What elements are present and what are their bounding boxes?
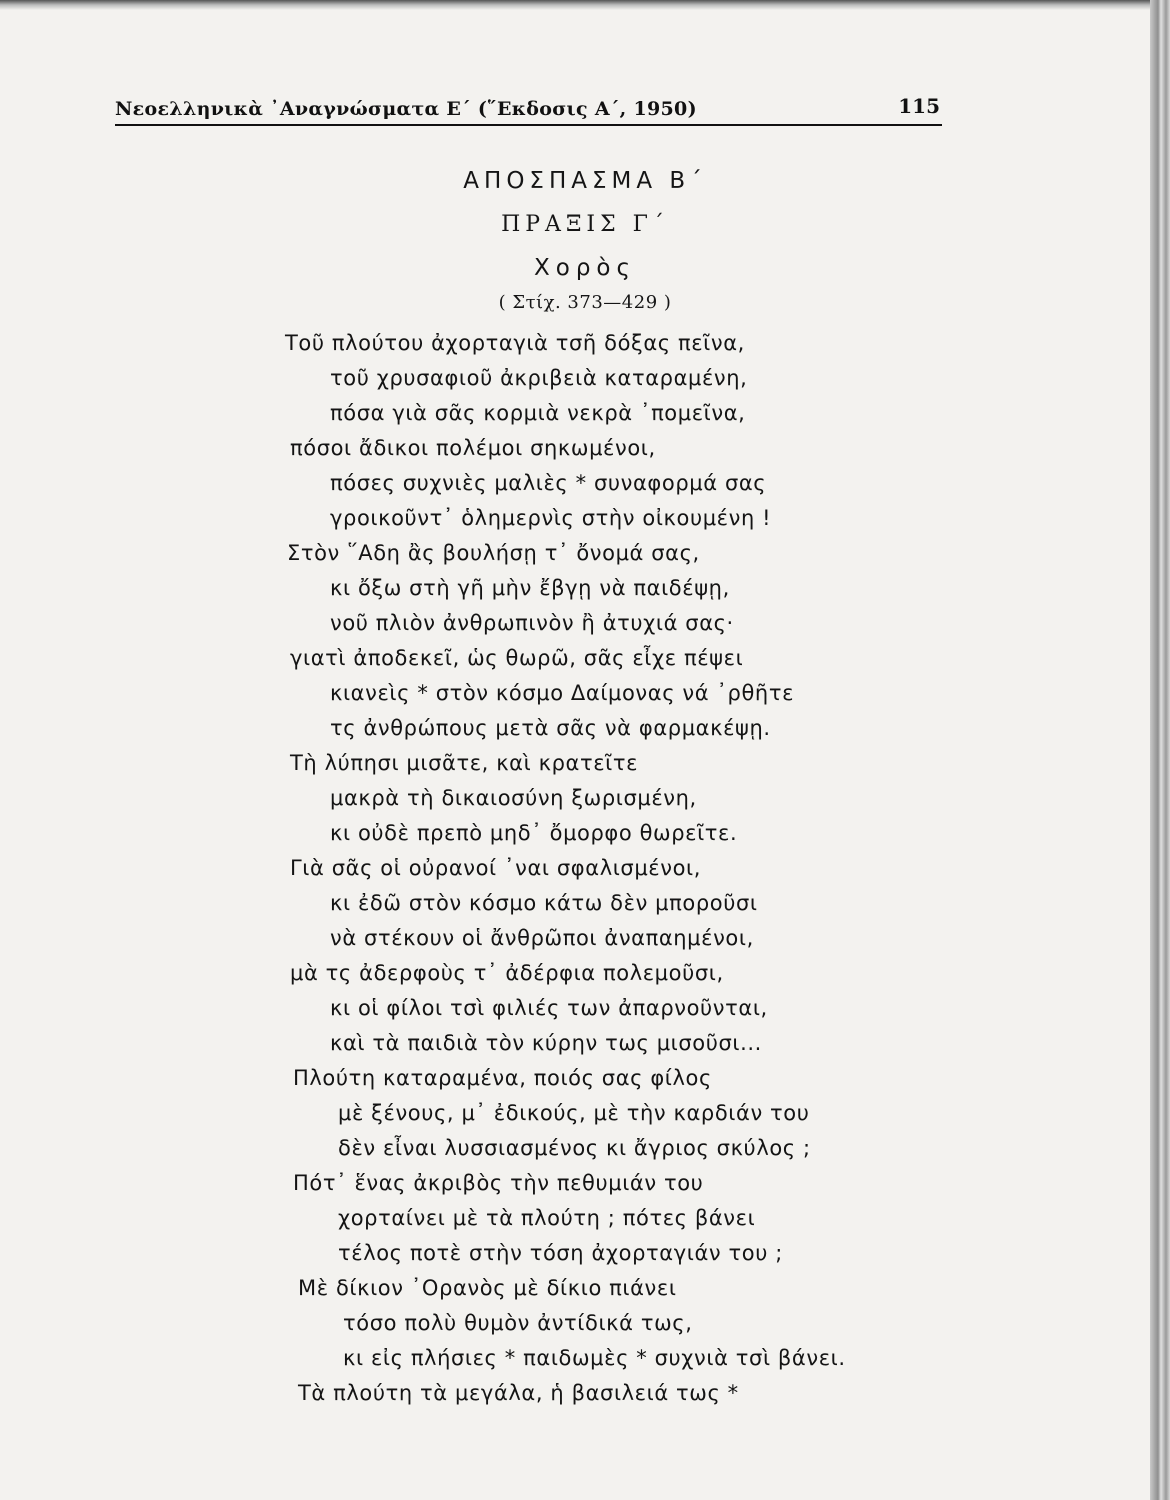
poem-line: Μὲ δίκιον ᾽Ορανὸς μὲ δίκιο πιάνει <box>298 1276 677 1300</box>
poem-line: χορταίνει μὲ τὰ πλούτη ; πότες βάνει <box>338 1206 756 1230</box>
poem-line: κι οἱ φίλοι τσὶ φιλιές των ἀπαρνοῦνται, <box>330 996 768 1020</box>
poem-line: κι ἐδῶ στὸν κόσμο κάτω δὲν μποροῦσι <box>330 891 758 915</box>
poem-line: Γιὰ σᾶς οἱ οὐρανοί ᾽ναι σφαλισμένοι, <box>290 856 702 880</box>
poem-line: Τοῦ πλούτου ἀχορταγιὰ τσῆ δόξας πεῖνα, <box>285 331 745 355</box>
poem-line: μὰ τς ἀδερφοὺς τ᾽ ἀδέρφια πολεμοῦσι, <box>290 961 724 985</box>
poem-line: Πλούτη καταραμένα, ποιός σας φίλος <box>293 1066 712 1090</box>
poem-line: πόσα γιὰ σᾶς κορμιὰ νεκρὰ ᾽πομεῖνα, <box>330 401 746 425</box>
poem-line: μακρὰ τὴ δικαιοσύνη ξωρισμένη, <box>330 786 697 810</box>
chorus-heading: Χορὸς <box>534 255 636 281</box>
poem-line: τέλος ποτὲ στὴν τόση ἀχορταγιάν του ; <box>338 1241 783 1265</box>
poem-line: τόσο πολὺ θυμὸν ἀντίδικά τως, <box>343 1311 693 1335</box>
poem-line: κι ὄξω στὴ γῆ μὴν ἔβγῃ νὰ παιδέψῃ, <box>330 576 730 600</box>
poem-line: νοῦ πλιὸν ἀνθρωπινὸν ἢ ἀτυχιά σας· <box>330 611 734 635</box>
poem-line: Πότ᾽ ἕνας ἀκριβὸς τὴν πεθυμιάν του <box>293 1171 704 1195</box>
poem-line: τς ἀνθρώπους μετὰ σᾶς νὰ φαρμακέψῃ. <box>330 716 771 740</box>
poem-line: μὲ ξένους, μ᾽ ἐδικούς, μὲ τὴν καρδιάν του <box>338 1101 810 1125</box>
poem-line: κι οὐδὲ πρεπὸ μηδ᾽ ὄμορφο θωρεῖτε. <box>330 821 738 845</box>
poem-line: Στὸν ῞Αδη ἂς βουλήσῃ τ᾽ ὄνομά σας, <box>287 541 700 565</box>
poem-line: Τὰ πλούτη τὰ μεγάλα, ἡ βασιλειά τως * <box>298 1381 739 1405</box>
poem-line: γροικοῦντ᾽ ὁλημερνὶς στὴν οἰκουμένη ! <box>330 506 772 530</box>
poem-line: καὶ τὰ παιδιὰ τὸν κύρην τως μισοῦσι... <box>330 1031 762 1055</box>
poem-line: νὰ στέκουν οἱ ἄνθρῶποι ἀναπαημένοι, <box>330 926 754 950</box>
poem-line: γιατὶ ἀποδεκεῖ, ὡς θωρῶ, σᾶς εἶχε πέψει <box>290 646 744 670</box>
verse-range: ( Στίχ. 373—429 ) <box>498 292 672 313</box>
poem-line: πόσοι ἄδικοι πολέμοι σηκωμένοι, <box>290 436 656 460</box>
poem-line: κιανεὶς * στὸν κόσμο Δαίμονας νά ᾽ρθῆτε <box>330 681 795 705</box>
fragment-heading: ΑΠΟΣΠΑΣΜΑ Β΄ <box>463 168 707 194</box>
poem-line: δὲν εἶναι λυσσιασμένος κι ἄγριος σκύλος ; <box>338 1136 811 1160</box>
poem-line: τοῦ χρυσαφιοῦ ἀκριβειὰ καταραμένη, <box>330 366 748 390</box>
running-title: Νεοελληνικὰ ᾿Αναγνώσματα Ε΄ (῞Εκδοσις Α΄, 1950) <box>115 98 697 120</box>
poem-line: πόσες συχνιὲς μαλιὲς * συναφορμά σας <box>330 471 767 495</box>
poem-line: Τὴ λύπησι μισᾶτε, καὶ κρατεῖτε <box>290 751 639 775</box>
book-page-edge <box>1150 0 1170 1500</box>
poem-line: κι εἰς πλήσιες * παιδωμὲς * συχνιὰ τσὶ βάνει. <box>343 1346 846 1370</box>
act-heading: ΠΡΑΞΙΣ Γ΄ <box>501 212 669 237</box>
page-number: 115 <box>898 94 940 118</box>
